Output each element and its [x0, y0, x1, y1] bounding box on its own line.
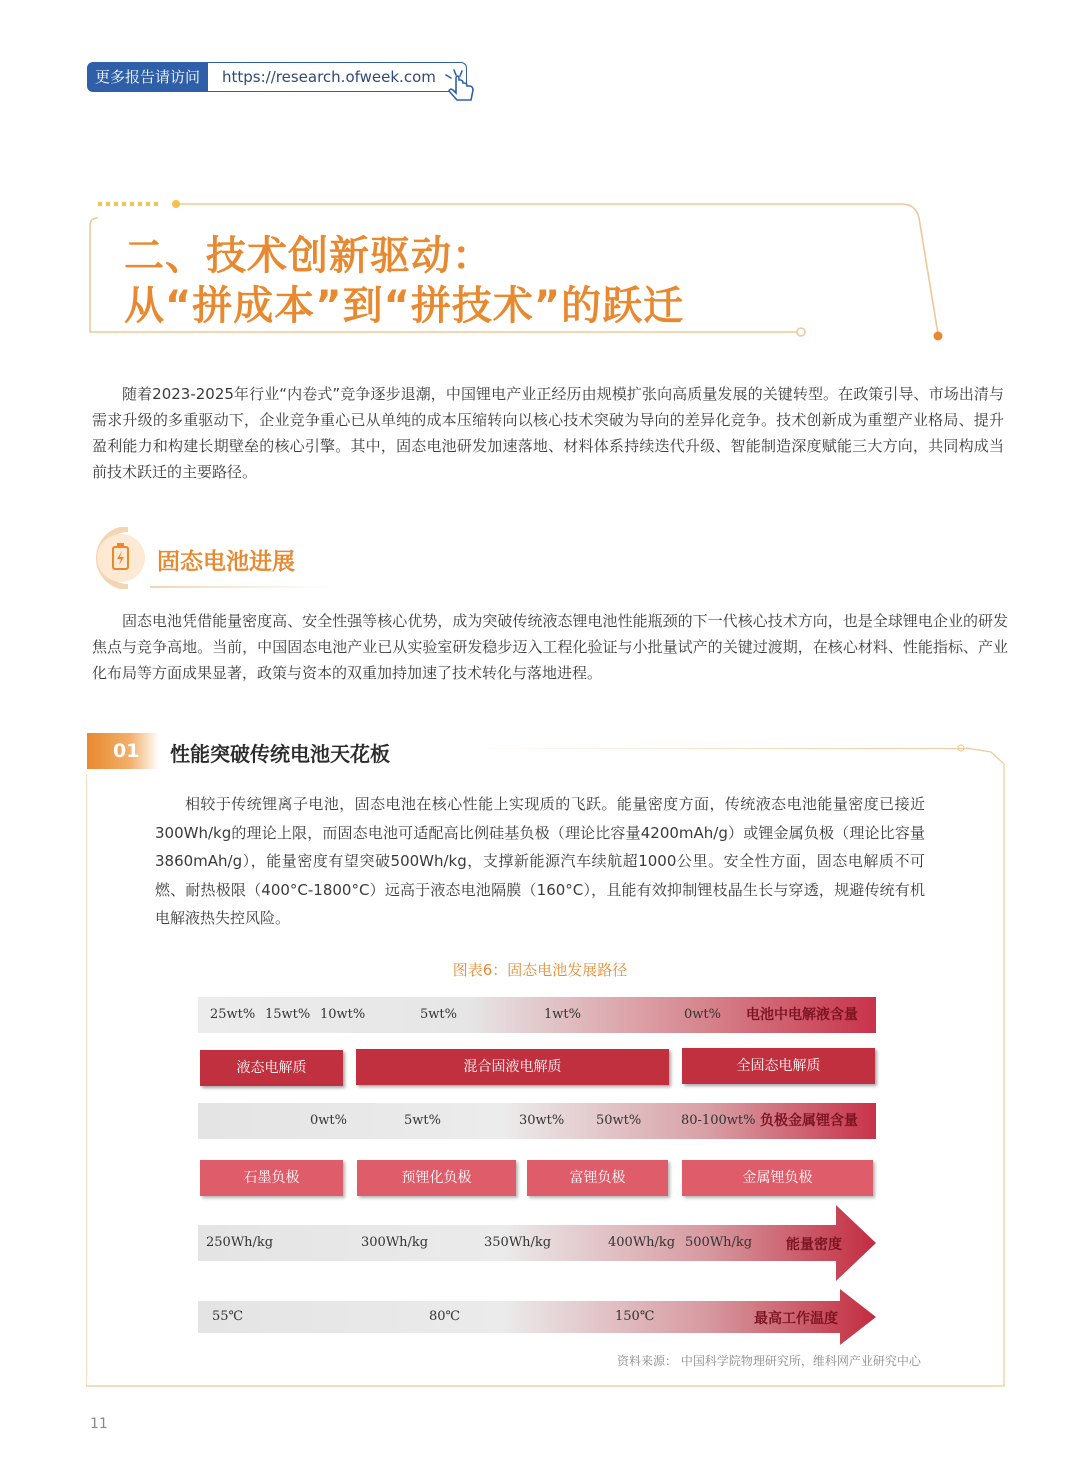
temperature-tick: 150℃: [615, 1309, 655, 1324]
anode-type-graphite: 石墨负极: [200, 1160, 343, 1196]
page-number: 11: [90, 1416, 108, 1432]
max-temperature-arrow: [198, 1289, 876, 1345]
lithium-content-label: 负极金属锂含量: [760, 1113, 858, 1129]
electrolyte-tick: 1wt%: [544, 1007, 581, 1022]
temperature-tick: 80℃: [429, 1309, 461, 1324]
energy-tick: 250Wh/kg: [206, 1235, 274, 1250]
subsection-underline: [150, 586, 330, 588]
point-title: 性能突破传统电池天花板: [170, 742, 390, 766]
electrolyte-content-label: 电池中电解液含量: [746, 1007, 858, 1023]
subsection-ring: [88, 527, 158, 589]
lithium-tick: 80-100wt%: [681, 1113, 756, 1128]
energy-density-arrow: [198, 1205, 876, 1281]
section-title-line2: 从“拼成本”到“拼技术”的跃迁: [124, 283, 685, 329]
electrolyte-content-bar: [198, 997, 876, 1033]
section-title-line1: 二、技术创新驱动：: [124, 233, 493, 279]
electrolyte-tick: 10wt%: [320, 1007, 366, 1022]
figure-title: 图表6：固态电池发展路径: [452, 961, 628, 979]
energy-tick: 500Wh/kg: [685, 1235, 753, 1250]
temperature-tick: 55℃: [212, 1309, 244, 1324]
lithium-tick: 0wt%: [310, 1113, 347, 1128]
max-temperature-label: 最高工作温度: [754, 1311, 838, 1327]
electrolyte-tick: 25wt%: [210, 1007, 256, 1022]
hand-pointer-icon: [438, 66, 480, 104]
point-number-tab: 01: [87, 733, 159, 769]
lithium-tick: 5wt%: [404, 1113, 441, 1128]
electrolyte-tick: 5wt%: [420, 1007, 457, 1022]
electrolyte-type-liquid: 液态电解质: [200, 1050, 343, 1086]
lithium-tick: 50wt%: [596, 1113, 642, 1128]
electrolyte-tick: 15wt%: [265, 1007, 311, 1022]
electrolyte-tick: 0wt%: [684, 1007, 721, 1022]
report-badge[interactable]: [87, 62, 467, 92]
point-paragraph: 相较于传统锂离子电池，固态电池在核心性能上实现质的飞跃。能量密度方面，传统液态电池能量密度已接近300Wh/kg的理论上限，而固态电池可适配高比例硅基负极（理论比容量4200mAh/g）或锂金属负极（理论比容量3860mAh/g），能量密度有望突破500Wh/kg，支撑新能源汽车续航超1000公里。安全性方面，固态电解质不可燃、耐热极限（400°C-1800°C）远高于液态电池隔膜（160°C），且能有效抑制锂枝晶生长与穿透，规避传统有机电解液热失控风险。: [155, 795, 925, 927]
subsection-title: 固态电池进展: [157, 549, 295, 575]
energy-tick: 350Wh/kg: [484, 1235, 552, 1250]
anode-type-lithium-metal: 金属锂负极: [682, 1160, 873, 1196]
intro-paragraph: 随着2023-2025年行业“内卷式”竞争逐步退潮，中国锂电产业正经历由规模扩张向高质量发展的关键转型。在政策引导、市场出清与需求升级的多重驱动下，企业竞争重心已从单纯的成本压缩转向以核心技术突破为导向的差异化竞争。技术创新成为重塑产业格局、提升盈利能力和构建长期壁垒的核心引擎。其中，固态电池研发加速落地、材料体系持续迭代升级、智能制造深度赋能三大方向，共同构成当前技术跃迁的主要路径。: [92, 385, 1004, 481]
energy-density-label: 能量密度: [786, 1237, 842, 1253]
energy-tick: 300Wh/kg: [361, 1235, 429, 1250]
lithium-content-bar: [198, 1103, 876, 1139]
electrolyte-type-hybrid: 混合固液电解质: [356, 1049, 669, 1085]
anode-type-prelithiated: 预锂化负极: [357, 1160, 516, 1196]
anode-type-lithium-rich: 富锂负极: [527, 1160, 668, 1196]
subsection-paragraph: 固态电池凭借能量密度高、安全性强等核心优势，成为突破传统液态锂电池性能瓶颈的下一代核心技术方向，也是全球锂电企业的研发焦点与竞争高地。当前，中国固态电池产业已从实验室研发稳步迈入工程化验证与小批量试产的关键过渡期，在核心材料、性能指标、产业化布局等方面成果显著，政策与资本的双重加持加速了技术转化与落地进程。: [92, 612, 1008, 682]
electrolyte-type-solid: 全固态电解质: [682, 1048, 875, 1084]
point-title-rule: [470, 748, 970, 749]
lithium-tick: 30wt%: [519, 1113, 565, 1128]
energy-tick: 400Wh/kg: [608, 1235, 676, 1250]
badge-label: 更多报告请访问: [87, 62, 208, 92]
figure-source: 资料来源： 中国科学院物理研究所，维科网产业研究中心: [617, 1354, 921, 1368]
badge-url-link[interactable]: https://research.ofweek.com: [208, 62, 467, 92]
